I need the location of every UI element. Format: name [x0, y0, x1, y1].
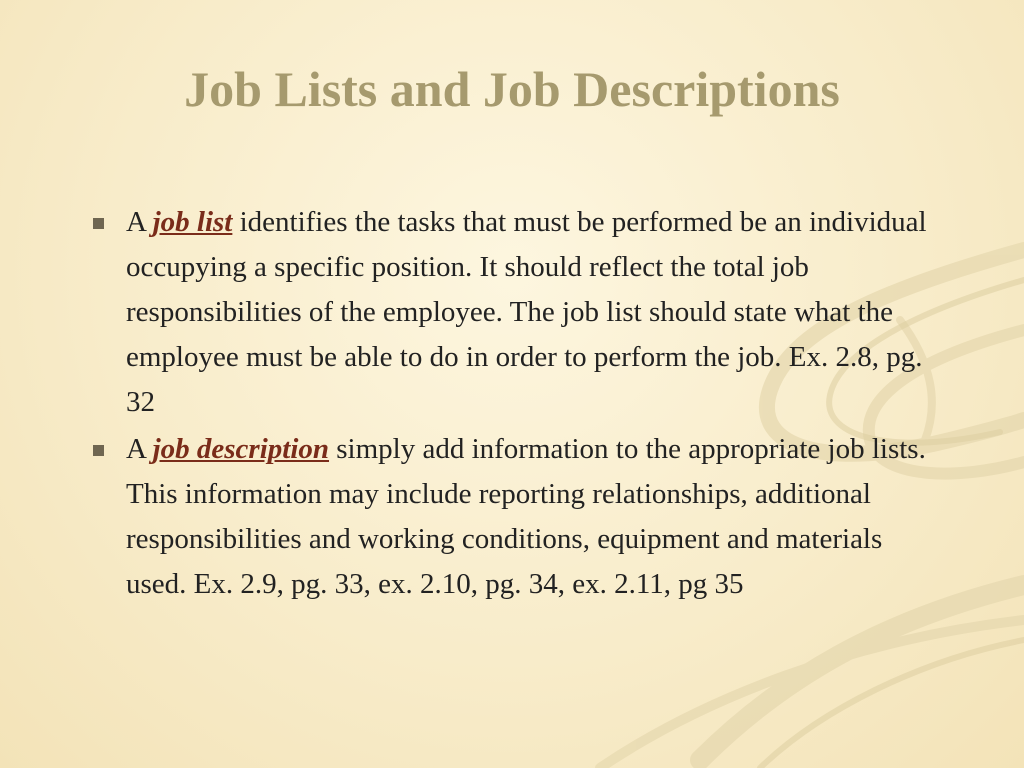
square-bullet-icon [93, 218, 104, 229]
term-job-list: job list [152, 206, 233, 238]
bullet-item-job-description [88, 427, 948, 607]
slide-title: Job Lists and Job Descriptions [184, 61, 840, 117]
square-bullet-icon [93, 445, 104, 456]
bullet-text: simply add information to the appropriate job lists. This information may include reporting relationships, additional responsibilities and working conditions, equipment and materials used. Ex. 2.9, pg. 33, ex. 2.10, pg. 34, ex. 2.11, pg 35 [126, 433, 926, 600]
bullet-text: identifies the tasks that must be performed be an individual occupying a specific position. It should reflect the total job responsibilities of the employee. The job list should state what the employee must be able to do in order to perform the job. Ex. 2.8, pg. 32 [126, 206, 927, 418]
bullet-list [88, 200, 948, 609]
term-job-description: job description [152, 433, 330, 465]
bullet-lead: A [126, 433, 153, 465]
bullet-lead: A [126, 206, 153, 238]
bullet-item-job-list [88, 200, 948, 425]
